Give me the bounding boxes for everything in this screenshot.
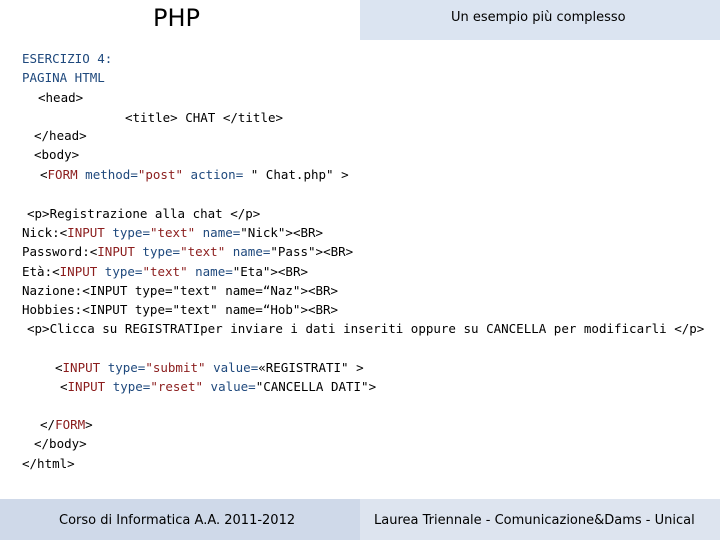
nick-name-value: "Nick"> bbox=[240, 225, 293, 240]
pass-type-value: "text" bbox=[180, 244, 226, 259]
footer-right bbox=[360, 499, 720, 540]
exercise-heading-line-1: ESERCIZIO 4: bbox=[22, 51, 113, 66]
submit-value-attr: value= bbox=[205, 360, 259, 375]
code-body-open: <body> bbox=[34, 147, 80, 162]
footer-left bbox=[0, 499, 360, 540]
code-html-close: </html> bbox=[22, 456, 75, 471]
header-right bbox=[360, 0, 720, 40]
reset-lt: < bbox=[60, 379, 68, 394]
eta-br: <BR> bbox=[277, 264, 309, 279]
reset-type-value: "reset" bbox=[150, 379, 204, 394]
nick-name-attr: name= bbox=[195, 225, 241, 240]
form-method-value: "post" bbox=[137, 167, 184, 182]
pass-name-attr: name= bbox=[225, 244, 271, 259]
eta-name-value: "Eta"> bbox=[232, 264, 278, 279]
form-close-tag: FORM bbox=[55, 417, 86, 432]
pass-tag: INPUT bbox=[97, 244, 135, 259]
code-form-open bbox=[40, 165, 349, 184]
code-p-registrazione: <p>Registrazione alla chat </p> bbox=[27, 206, 261, 221]
eta-tag: INPUT bbox=[59, 264, 98, 279]
reset-tag: INPUT bbox=[67, 379, 106, 394]
nick-lt: < bbox=[59, 225, 68, 240]
header-left bbox=[0, 0, 360, 40]
code-input-nick bbox=[22, 223, 323, 242]
form-close-gt: > bbox=[85, 417, 93, 432]
reset-value-value: "CANCELLA DATI"> bbox=[255, 379, 377, 394]
code-input-hob: Hobbies:<INPUT type="text" name=“Hob"><BR> bbox=[22, 302, 339, 317]
code-body-close: </body> bbox=[34, 436, 87, 451]
slide-subtitle: Un esempio più complesso bbox=[451, 10, 626, 25]
nick-label: Nick: bbox=[22, 225, 60, 240]
submit-type-value: "submit" bbox=[145, 360, 206, 375]
code-head-close: </head> bbox=[34, 128, 87, 143]
form-method-attr: method= bbox=[77, 167, 138, 182]
reset-type-attr: type= bbox=[105, 379, 151, 394]
footer-course: Corso di Informatica A.A. 2011-2012 bbox=[59, 513, 296, 528]
form-close-lt: </ bbox=[40, 417, 56, 432]
pass-br: <BR> bbox=[323, 244, 354, 259]
submit-lt: < bbox=[55, 360, 63, 375]
pass-lt: < bbox=[89, 244, 98, 259]
form-action-value: " Chat.php" > bbox=[243, 167, 349, 182]
reset-value-attr: value= bbox=[203, 379, 256, 394]
slide-title: PHP bbox=[153, 4, 200, 32]
pass-name-value: "Pass"> bbox=[270, 244, 324, 259]
footer-degree: Laurea Triennale - Comunicazione&Dams - Unical bbox=[374, 513, 695, 528]
form-lt: < bbox=[40, 167, 48, 182]
eta-name-attr: name= bbox=[187, 264, 233, 279]
nick-br: <BR> bbox=[292, 225, 324, 240]
pass-type-attr: type= bbox=[134, 244, 181, 259]
submit-value-value: «REGISTRATI" > bbox=[258, 360, 364, 375]
code-input-pass bbox=[22, 242, 353, 261]
nick-type-attr: type= bbox=[104, 225, 150, 240]
submit-type-attr: type= bbox=[100, 360, 146, 375]
eta-lt: < bbox=[52, 264, 60, 279]
code-p-clicca: <p>Clicca su REGISTRATIper inviare i dati inseriti oppure su CANCELLA per modificarli </p> bbox=[27, 321, 705, 336]
submit-tag: INPUT bbox=[62, 360, 101, 375]
form-tag: FORM bbox=[47, 167, 78, 182]
exercise-heading-line-2: PAGINA HTML bbox=[22, 70, 105, 85]
code-input-submit bbox=[55, 358, 364, 377]
code-head-open: <head> bbox=[38, 90, 84, 105]
code-input-reset bbox=[60, 377, 376, 396]
code-input-eta bbox=[22, 262, 308, 281]
code-form-close bbox=[40, 415, 93, 434]
form-action-attr: action= bbox=[183, 167, 244, 182]
eta-type-value: "text" bbox=[142, 264, 188, 279]
code-title-tag: <title> CHAT </title> bbox=[125, 110, 284, 125]
code-input-naz: Nazione:<INPUT type="text" name=“Naz"><BR> bbox=[22, 283, 339, 298]
eta-type-attr: type= bbox=[97, 264, 143, 279]
pass-label: Password: bbox=[22, 244, 90, 259]
nick-tag: INPUT bbox=[67, 225, 105, 240]
eta-label: Età: bbox=[22, 264, 53, 279]
nick-type-value: "text" bbox=[149, 225, 196, 240]
